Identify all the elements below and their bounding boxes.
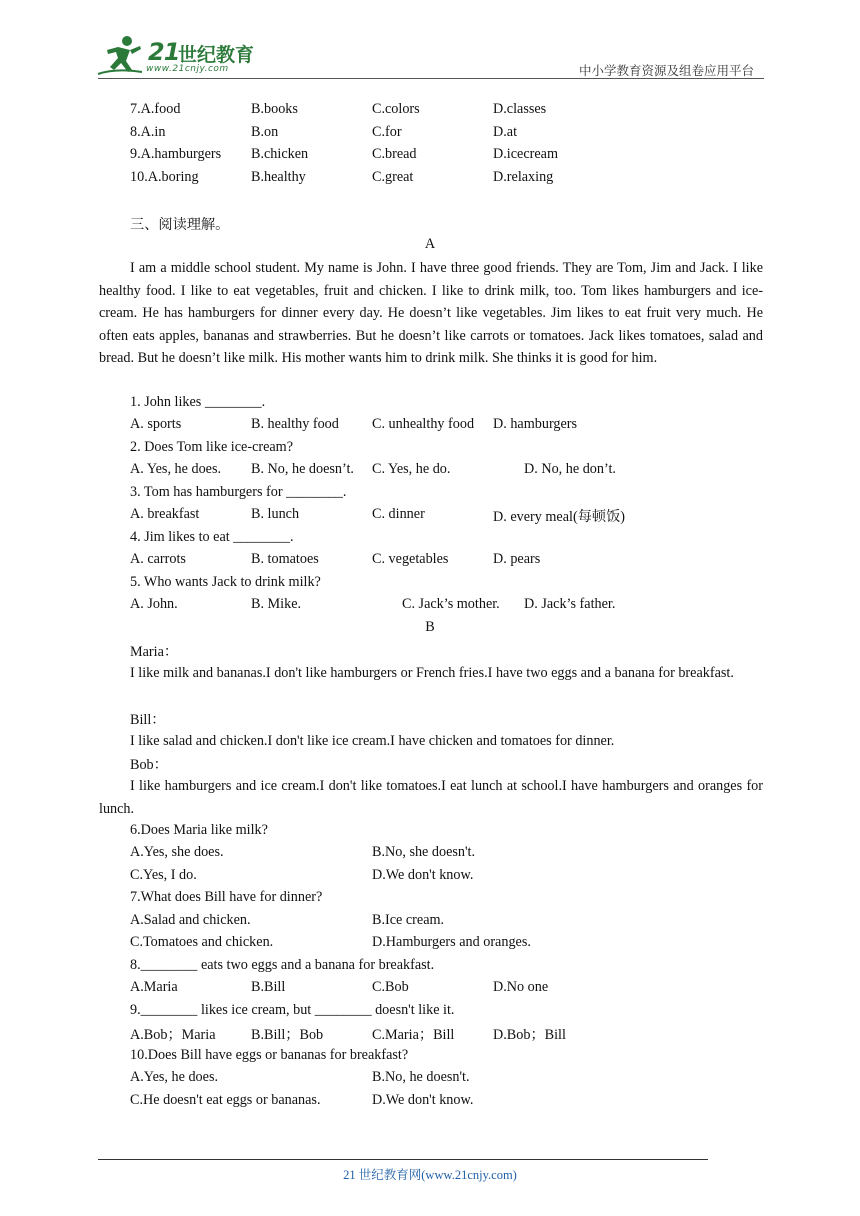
question-7: 7.What does Bill have for dinner? (130, 889, 323, 905)
bill-text: I like salad and chicken.I don't like ice cream.I have chicken and tomatoes for dinner. (130, 733, 615, 749)
passage-b-label: B (425, 619, 435, 635)
option: A.Bob；Maria (130, 1027, 216, 1043)
option: A. Yes, he does. (130, 461, 222, 477)
option: A.Maria (130, 979, 178, 995)
option: D. Jack’s father. (524, 596, 616, 612)
cloze-option: D.classes (493, 101, 547, 117)
option: C. unhealthy food (372, 416, 475, 432)
cloze-option: 7.A.food (130, 101, 181, 117)
section-title: 三、阅读理解。 (130, 217, 230, 233)
option: D. hamburgers (493, 416, 578, 432)
cloze-option: D.relaxing (493, 169, 554, 185)
option: A. carrots (130, 551, 186, 567)
option: C.Bob (372, 979, 409, 995)
cloze-option: B.healthy (251, 169, 306, 185)
option: C. Jack’s mother. (402, 596, 500, 612)
footer-link[interactable]: 21 世纪教育网(www.21cnjy.com) (343, 1168, 517, 1182)
option: D. every meal(每顿饭) (493, 509, 625, 525)
option: D. No, he don’t. (524, 461, 616, 477)
question-6: 6.Does Maria like milk? (130, 822, 268, 838)
option: D.We don't know. (372, 867, 474, 883)
bob-text: I like hamburgers and ice cream.I don't like tomatoes.I eat lunch at school.I have hamburgers and oranges for lunch. (99, 778, 763, 817)
cloze-option: B.books (251, 101, 298, 117)
option: C.Maria；Bill (372, 1027, 455, 1043)
option: D.We don't know. (372, 1092, 474, 1108)
option: D.Hamburgers and oranges. (372, 934, 531, 950)
question-10: 10.Does Bill have eggs or bananas for breakfast? (130, 1047, 409, 1063)
option: C.Tomatoes and chicken. (130, 934, 274, 950)
question-9: 9.________ likes ice cream, but ________ doesn't like it. (130, 1002, 455, 1018)
option: C. dinner (372, 506, 425, 522)
header-divider (98, 78, 764, 79)
option: A. John. (130, 596, 178, 612)
option: A.Yes, he does. (130, 1069, 219, 1085)
option: B. Mike. (251, 596, 302, 612)
passage-a-text: I am a middle school student. My name is John. I have three good friends. They are Tom, Jim and Jack. I like healthy food. I like to eat vegetables, fruit and chicken. I like to drink milk, too. Tom likes hamburgers and ice-cream. He has hamburgers for dinner every day. He doesn’t like vegetables. Jim likes to eat fruit very much. He often eats apples, bananas and strawberries. But he doesn’t like carrots or tomatoes. Jack likes tomatoes, salad and bread. But he doesn’t like milk. His mother wants him to drink milk. She thinks it is good for him. (99, 260, 763, 367)
option: D.Bob；Bill (493, 1027, 566, 1043)
passage-a-label: A (424, 236, 436, 252)
option: B. lunch (251, 506, 300, 522)
option: A.Yes, she does. (130, 844, 224, 860)
cloze-option: C.great (372, 169, 414, 185)
option: D. pears (493, 551, 541, 567)
question-2: 2. Does Tom like ice-cream? (130, 439, 294, 455)
option: B. tomatoes (251, 551, 319, 567)
option: B.Bill (251, 979, 286, 995)
option: C.He doesn't eat eggs or bananas. (130, 1092, 321, 1108)
option: B.No, she doesn't. (372, 844, 476, 860)
logo-url: www.21cnjy.com (146, 64, 229, 74)
cloze-option: B.on (251, 124, 279, 140)
cloze-option: B.chicken (251, 146, 309, 162)
cloze-option: D.icecream (493, 146, 558, 162)
option: C. vegetables (372, 551, 449, 567)
question-8: 8.________ eats two eggs and a banana for breakfast. (130, 957, 435, 973)
logo-text: 世纪教育 (178, 44, 255, 66)
cloze-option: 8.A.in (130, 124, 166, 140)
speaker-bill: Bill： (130, 712, 166, 728)
option: B.No, he doesn't. (372, 1069, 470, 1085)
cloze-option: 10.A.boring (130, 169, 199, 185)
option: C.Yes, I do. (130, 867, 197, 883)
cloze-option: C.bread (372, 146, 417, 162)
question-1: 1. John likes ________. (130, 394, 266, 410)
cloze-option: C.for (372, 124, 402, 140)
speaker-maria: Maria： (130, 644, 179, 660)
option: B. healthy food (251, 416, 339, 432)
logo-number: 21 (148, 38, 180, 66)
running-man-icon (96, 34, 146, 78)
cloze-option: C.colors (372, 101, 420, 117)
option: A. breakfast (130, 506, 200, 522)
question-5: 5. Who wants Jack to drink milk? (130, 574, 321, 590)
question-4: 4. Jim likes to eat ________. (130, 529, 294, 545)
option: C. Yes, he do. (372, 461, 451, 477)
option: B.Ice cream. (372, 912, 445, 928)
option: A.Salad and chicken. (130, 912, 251, 928)
maria-text: I like milk and bananas.I don't like hamburgers or French fries.I have two eggs and a banana for breakfast. (130, 665, 734, 681)
question-3: 3. Tom has hamburgers for ________. (130, 484, 347, 500)
header-platform-title: 中小学教育资源及组卷应用平台 (578, 63, 754, 78)
option: B. No, he doesn’t. (251, 461, 354, 477)
speaker-bob: Bob： (130, 757, 168, 773)
site-logo (96, 34, 261, 78)
option: D.No one (493, 979, 549, 995)
option: A. sports (130, 416, 182, 432)
cloze-option: 9.A.hamburgers (130, 146, 222, 162)
cloze-option: D.at (493, 124, 518, 140)
option: B.Bill；Bob (251, 1027, 324, 1043)
footer-divider (98, 1159, 708, 1160)
